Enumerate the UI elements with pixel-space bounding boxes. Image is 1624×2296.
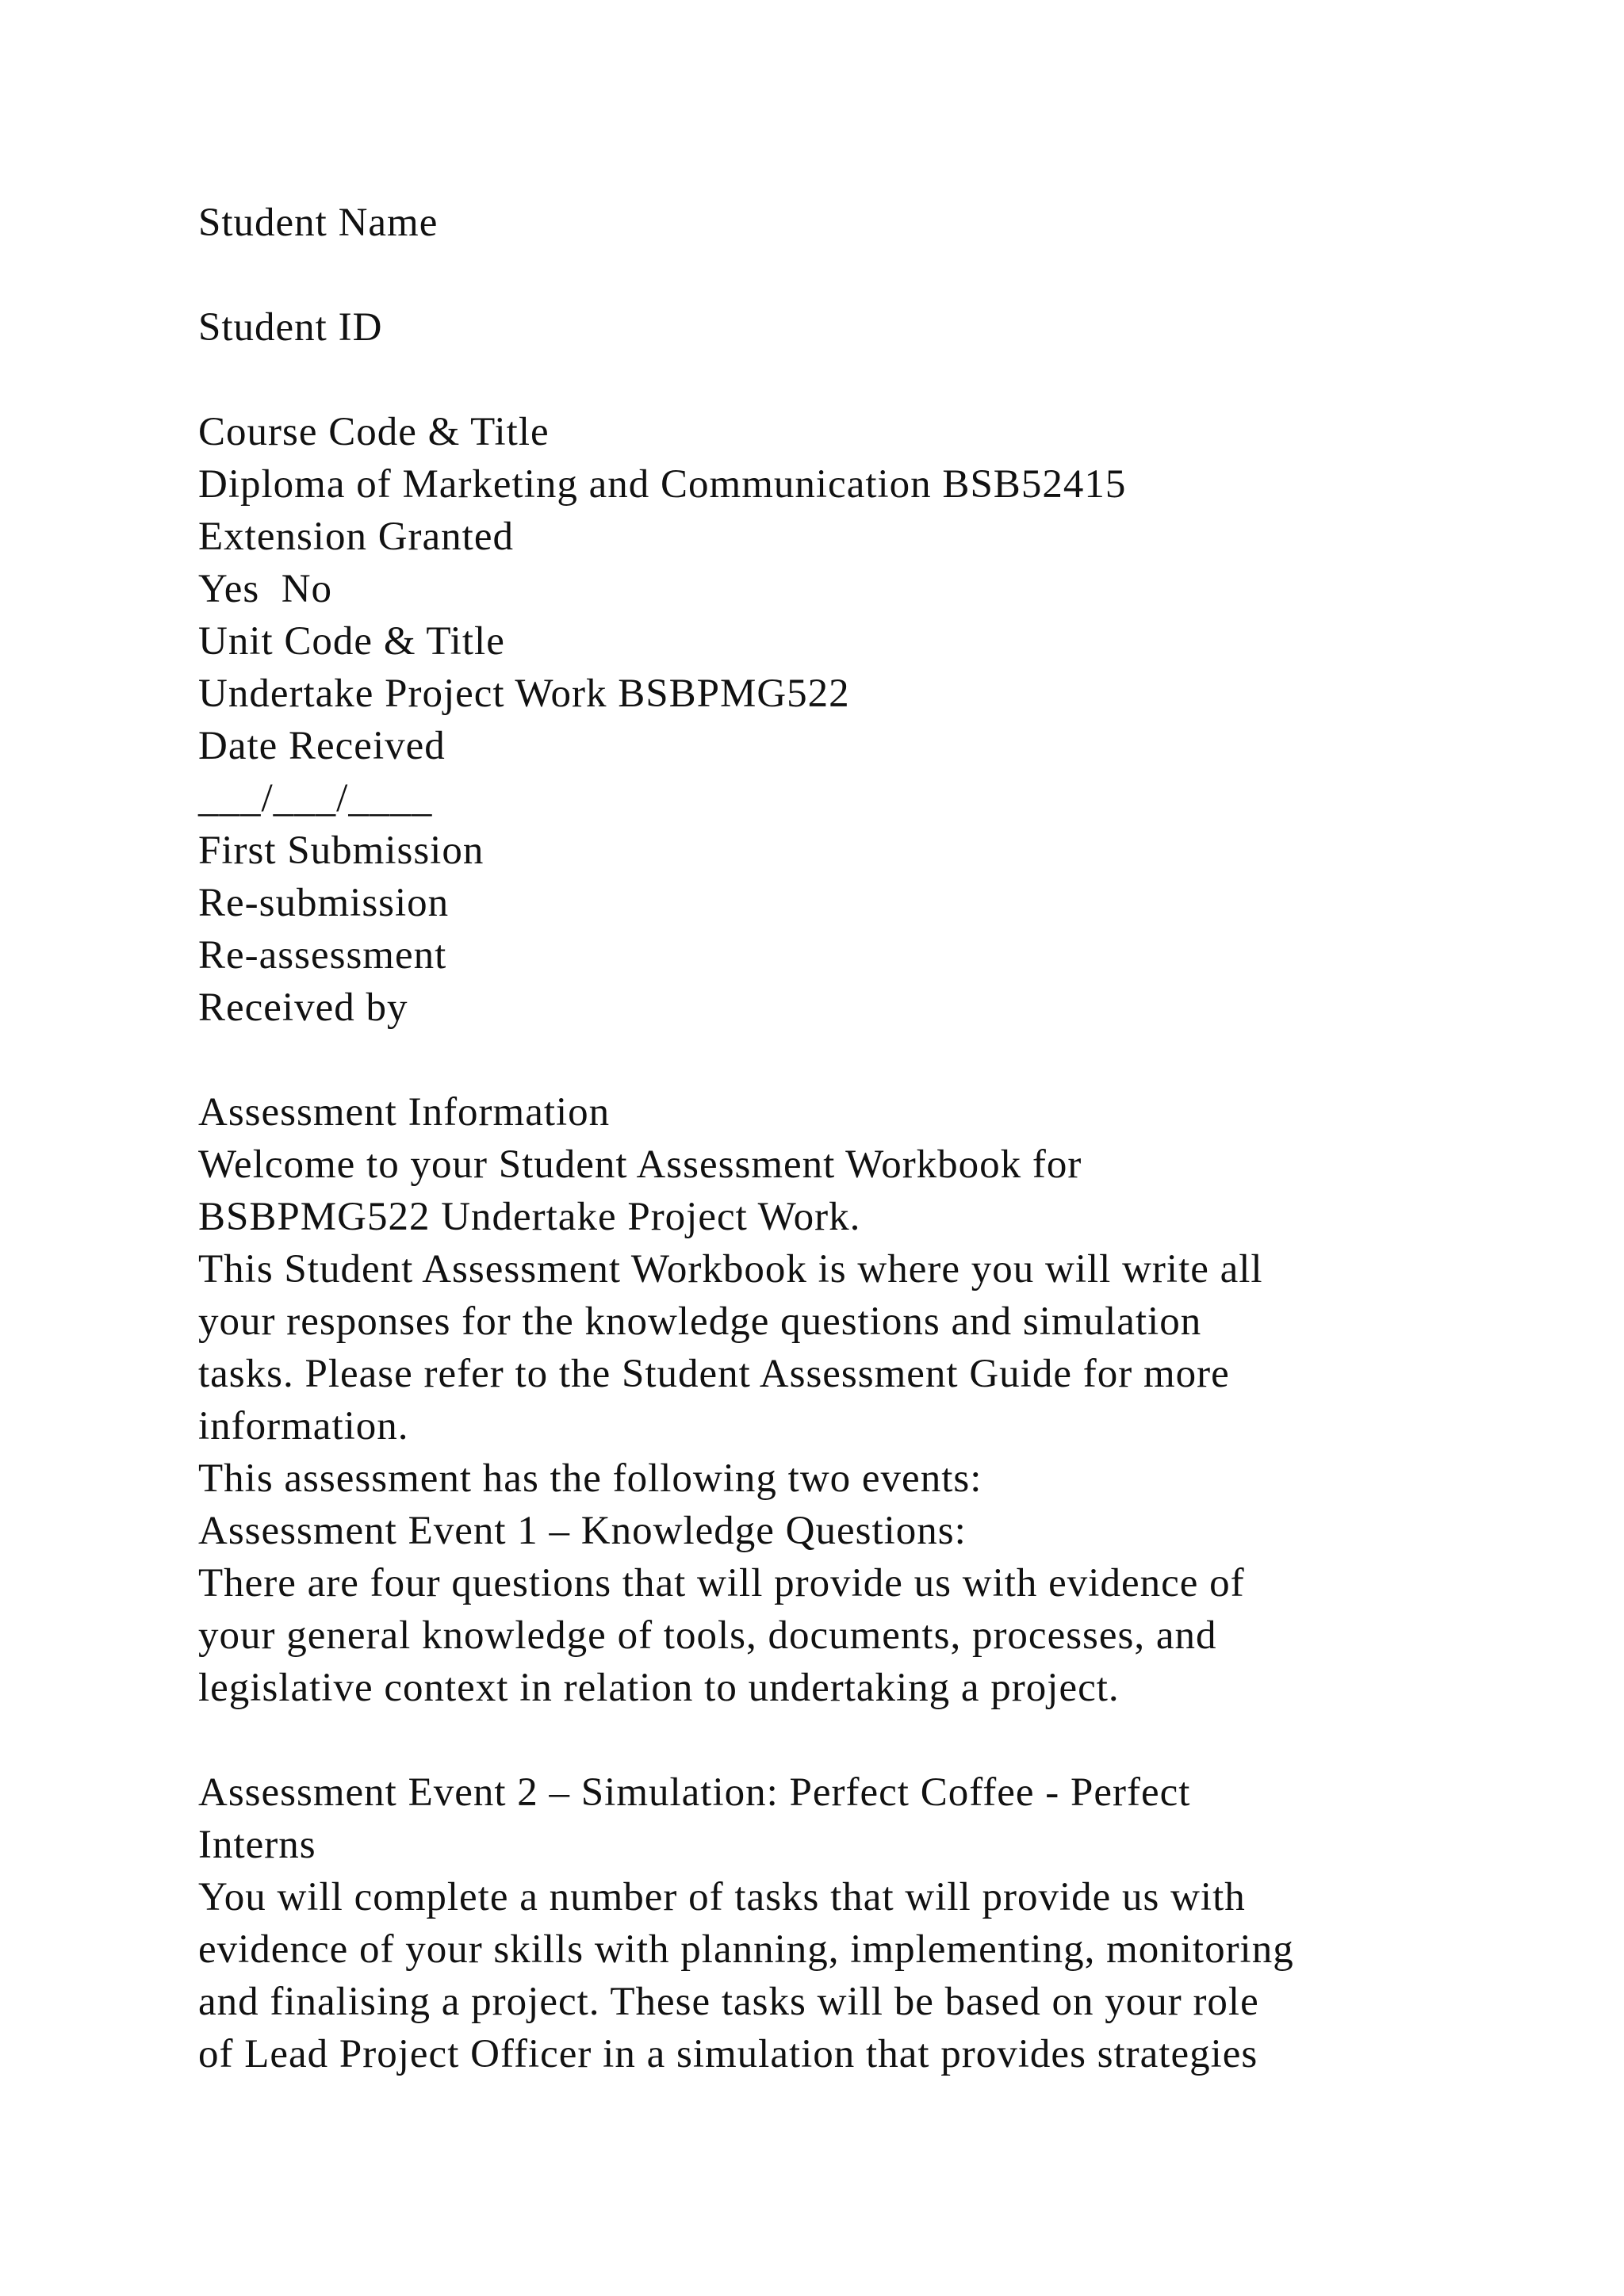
unit-code-title-label: Unit Code & Title	[198, 619, 505, 664]
reassessment-label: Re-assessment	[198, 933, 447, 978]
received-by-label: Received by	[198, 985, 408, 1030]
paragraph-line: your responses for the knowledge questions and simulation	[198, 1299, 1202, 1344]
unit-value: Undertake Project Work BSBPMG522	[198, 672, 850, 716]
paragraph-line: There are four questions that will provide us with evidence of	[198, 1561, 1245, 1605]
extension-granted-label: Extension Granted	[198, 515, 514, 559]
paragraph-line: tasks. Please refer to the Student Assessment Guide for more	[198, 1352, 1230, 1396]
paragraph-line: legislative context in relation to undertaking a project.	[198, 1666, 1120, 1710]
paragraph-line: of Lead Project Officer in a simulation that provides strategies	[198, 2032, 1258, 2076]
resubmission-label: Re-submission	[198, 881, 450, 925]
paragraph-line: and finalising a project. These tasks will be based on your role	[198, 1980, 1259, 2024]
course-value: Diploma of Marketing and Communication BSB52415	[198, 462, 1127, 507]
date-blank: ___/___/____	[198, 776, 433, 821]
paragraph-line: information.	[198, 1404, 409, 1448]
assessment-information-heading: Assessment Information	[198, 1090, 611, 1135]
paragraph-line: This Student Assessment Workbook is where you will write all	[198, 1247, 1263, 1292]
extension-options: Yes No	[198, 567, 333, 611]
assessment-event-2-heading: Assessment Event 2 – Simulation: Perfect Coffee - Perfect	[198, 1770, 1191, 1815]
first-submission-label: First Submission	[198, 828, 485, 873]
assessment-event-2-heading-cont: Interns	[198, 1823, 316, 1867]
paragraph-line: BSBPMG522 Undertake Project Work.	[198, 1195, 861, 1239]
course-code-title-label: Course Code & Title	[198, 410, 550, 454]
paragraph-line: You will complete a number of tasks that will provide us with	[198, 1875, 1246, 1919]
student-name-label: Student Name	[198, 201, 439, 245]
date-received-label: Date Received	[198, 724, 446, 768]
paragraph-line: your general knowledge of tools, documents, processes, and	[198, 1613, 1217, 1658]
paragraph-line: evidence of your skills with planning, implementing, monitoring	[198, 1927, 1294, 1972]
student-id-label: Student ID	[198, 305, 383, 350]
paragraph-line: This assessment has the following two events:	[198, 1456, 982, 1501]
assessment-event-1-heading: Assessment Event 1 – Knowledge Questions:	[198, 1509, 967, 1553]
paragraph-line: Welcome to your Student Assessment Workbook for	[198, 1142, 1082, 1187]
